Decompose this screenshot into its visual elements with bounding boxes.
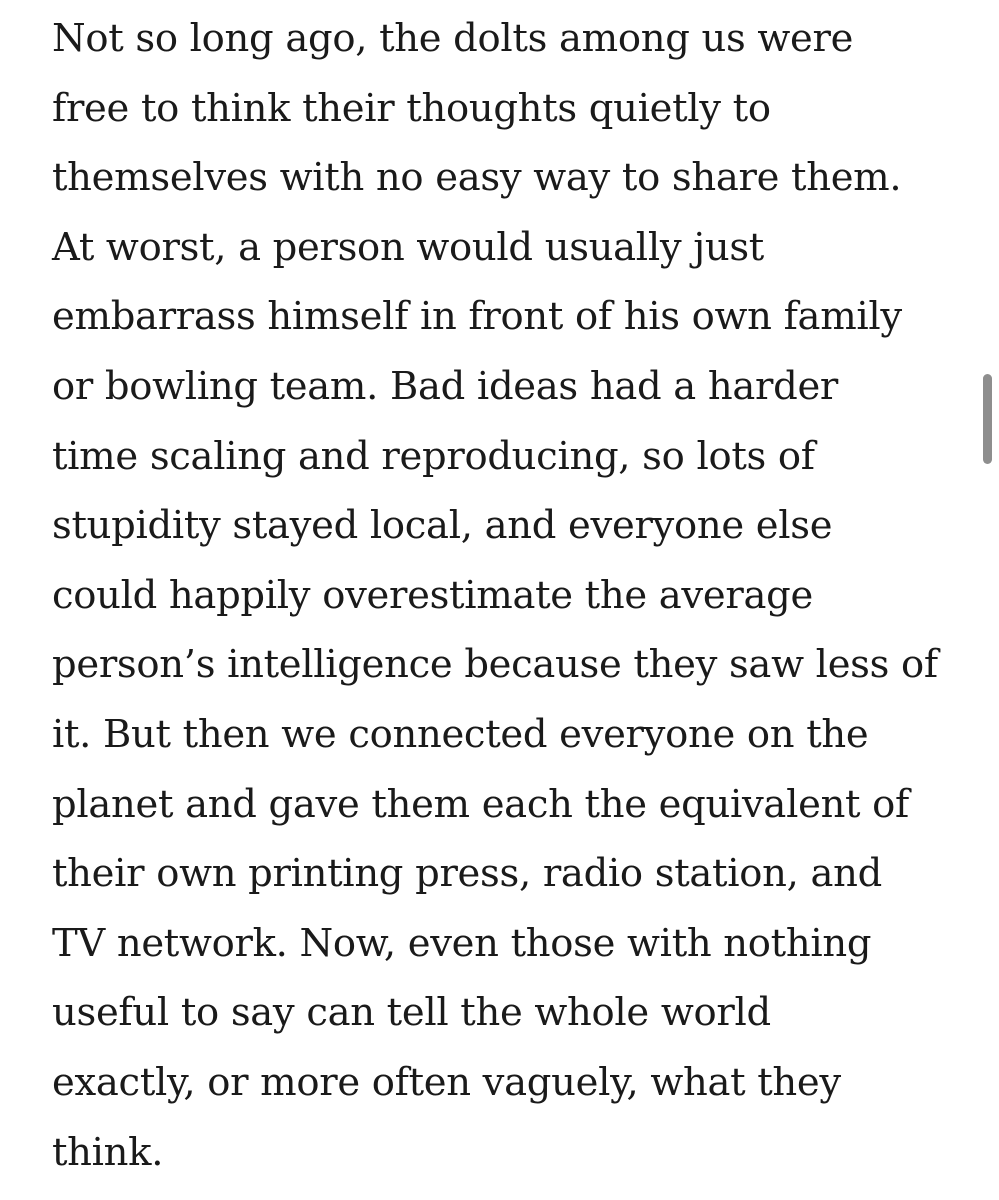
paragraph-line: free to think their thoughts quietly to — [52, 85, 771, 131]
paragraph-line: planet and gave them each the equivalent of — [52, 781, 909, 827]
paragraph-line: Not so long ago, the dolts among us were — [52, 16, 854, 61]
paragraph-line: person’s intelligence because they saw less of — [52, 642, 938, 688]
paragraph-line: At worst, a person would usually just — [52, 224, 764, 270]
paragraph-line: embarrass himself in front of his own family — [52, 294, 902, 340]
paragraph-line: TV network. Now, even those with nothing — [52, 920, 872, 966]
paragraph-line: it. But then we connected everyone on the — [52, 711, 869, 757]
article-paragraph — [52, 4, 962, 1187]
paragraph-line: themselves with no easy way to share them. — [52, 155, 902, 201]
paragraph-line: or bowling team. Bad ideas had a harder — [52, 363, 839, 409]
paragraph-line: could happily overestimate the average — [52, 572, 813, 618]
paragraph-line: stupidity stayed local, and everyone else — [52, 503, 833, 549]
paragraph-line: exactly, or more often vaguely, what they — [52, 1059, 841, 1105]
paragraph-line: useful to say can tell the whole world — [52, 990, 771, 1036]
paragraph-line: their own printing press, radio station, and — [52, 851, 882, 897]
paragraph-line: time scaling and reproducing, so lots of — [52, 433, 815, 479]
paragraph-line: think. — [52, 1129, 164, 1175]
scrollbar-thumb[interactable] — [983, 374, 992, 464]
